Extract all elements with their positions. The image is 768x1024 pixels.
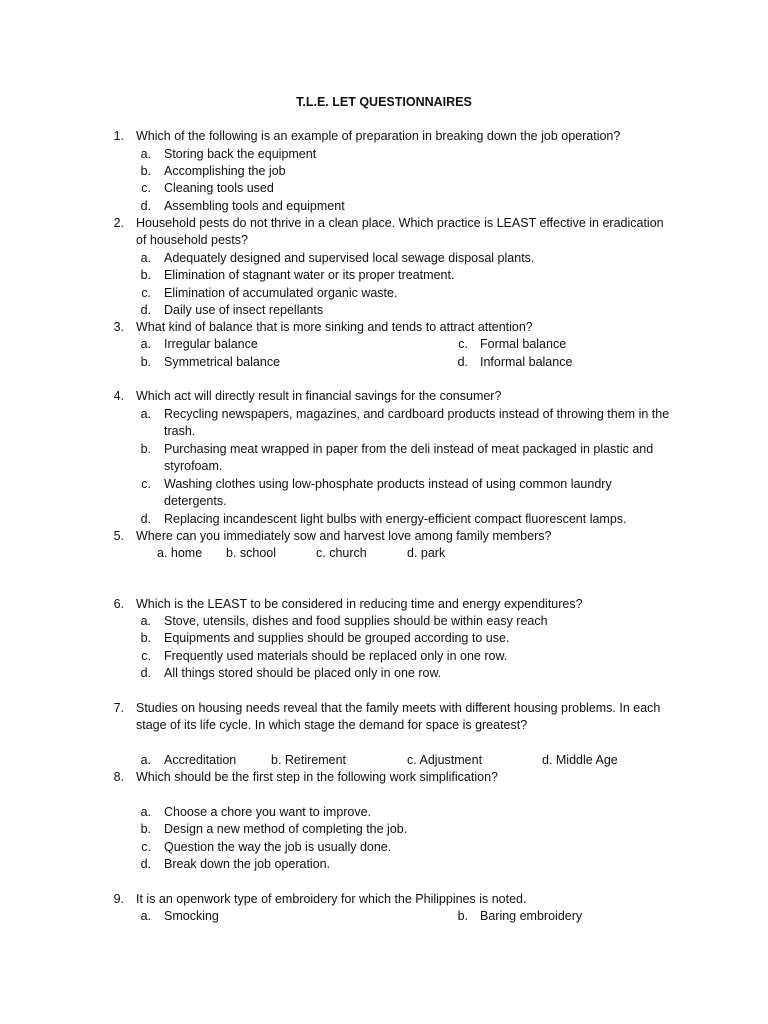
choice-letter: c. bbox=[141, 286, 151, 300]
choice-letter: d. bbox=[457, 355, 468, 369]
question-text: stage of its life cycle. In which stage the demand for space is greatest? bbox=[136, 718, 528, 732]
choice-letter: b. bbox=[140, 822, 151, 836]
question-text: of household pests? bbox=[136, 233, 248, 247]
question-number: 7. bbox=[113, 701, 124, 715]
choice-text: Frequently used materials should be replaced only in one row. bbox=[164, 649, 508, 663]
choice-text: All things stored should be placed only in one row. bbox=[164, 666, 442, 680]
choice-text: Smocking bbox=[164, 909, 219, 923]
choice-letter: a. bbox=[140, 753, 151, 767]
choice-letter: d. bbox=[140, 303, 151, 317]
question-text: Which is the LEAST to be considered in reducing time and energy expenditures? bbox=[136, 597, 583, 611]
document-title: T.L.E. LET QUESTIONNAIRES bbox=[296, 95, 472, 109]
question-text: Which act will directly result in financial savings for the consumer? bbox=[136, 389, 502, 403]
choice-letter: c. bbox=[141, 477, 151, 491]
choice-letter: a. bbox=[140, 909, 151, 923]
choice-text: b. school bbox=[226, 546, 277, 560]
question-number: 2. bbox=[113, 216, 124, 230]
choice-letter: a. bbox=[140, 407, 151, 421]
choice-letter: c. bbox=[458, 337, 468, 351]
choice-text: Irregular balance bbox=[164, 337, 258, 351]
choice-letter: b. bbox=[140, 631, 151, 645]
choice-text: Choose a chore you want to improve. bbox=[164, 805, 372, 819]
question-number: 8. bbox=[113, 770, 124, 784]
choice-text: Equipments and supplies should be grouped according to use. bbox=[164, 631, 510, 645]
choice-text: a. home bbox=[157, 546, 203, 560]
choice-text: detergents. bbox=[164, 494, 227, 508]
choice-letter: a. bbox=[140, 614, 151, 628]
choice-text: Symmetrical balance bbox=[164, 355, 281, 369]
question-number: 3. bbox=[113, 320, 124, 334]
question-number: 9. bbox=[113, 892, 124, 906]
question-text: Studies on housing needs reveal that the family meets with different housing problems. In each bbox=[136, 701, 661, 715]
choice-text: Design a new method of completing the job. bbox=[164, 822, 408, 836]
choice-letter: c. bbox=[141, 649, 151, 663]
choice-text: Accomplishing the job bbox=[164, 164, 286, 178]
choice-letter: a. bbox=[140, 337, 151, 351]
question-text: Household pests do not thrive in a clean place. Which practice is LEAST effective in eradication bbox=[136, 216, 664, 230]
choice-text: Cleaning tools used bbox=[164, 181, 274, 195]
choice-letter: c. bbox=[141, 840, 151, 854]
choice-text: c. church bbox=[316, 546, 367, 560]
choice-text: Daily use of insect repellants bbox=[164, 303, 324, 317]
choice-text: Formal balance bbox=[480, 337, 567, 351]
question-number: 4. bbox=[113, 389, 124, 403]
choice-text: b. Retirement bbox=[271, 753, 347, 767]
choice-letter: d. bbox=[140, 666, 151, 680]
choice-text: Baring embroidery bbox=[480, 909, 583, 923]
choice-letter: b. bbox=[140, 355, 151, 369]
choice-text: Adequately designed and supervised local sewage disposal plants. bbox=[164, 251, 535, 265]
question-number: 6. bbox=[113, 597, 124, 611]
choice-text: d. Middle Age bbox=[542, 753, 618, 767]
choice-text: c. Adjustment bbox=[407, 753, 483, 767]
choice-text: Assembling tools and equipment bbox=[164, 199, 345, 213]
choice-letter: d. bbox=[140, 857, 151, 871]
choice-text: Accreditation bbox=[164, 753, 237, 767]
question-text: What kind of balance that is more sinking and tends to attract attention? bbox=[136, 320, 533, 334]
choice-text: Purchasing meat wrapped in paper from the deli instead of meat packaged in plastic and bbox=[164, 442, 654, 456]
choice-text: Question the way the job is usually done. bbox=[164, 840, 392, 854]
choice-text: Elimination of stagnant water or its proper treatment. bbox=[164, 268, 455, 282]
choice-text: d. park bbox=[407, 546, 446, 560]
choice-letter: b. bbox=[140, 164, 151, 178]
choice-text: Recycling newspapers, magazines, and cardboard products instead of throwing them in the bbox=[164, 407, 670, 421]
choice-text: Elimination of accumulated organic waste. bbox=[164, 286, 398, 300]
question-number: 1. bbox=[113, 129, 124, 143]
question-text: Which of the following is an example of preparation in breaking down the job operation? bbox=[136, 129, 621, 143]
choice-text: styrofoam. bbox=[164, 459, 223, 473]
question-number: 5. bbox=[113, 529, 124, 543]
choice-letter: b. bbox=[140, 268, 151, 282]
choice-text: Storing back the equipment bbox=[164, 147, 317, 161]
choice-text: Replacing incandescent light bulbs with energy-efficient compact fluorescent lamps. bbox=[164, 512, 627, 526]
choice-letter: c. bbox=[141, 181, 151, 195]
choice-text: trash. bbox=[164, 424, 196, 438]
choice-text: Informal balance bbox=[480, 355, 573, 369]
choice-letter: d. bbox=[140, 199, 151, 213]
choice-letter: d. bbox=[140, 512, 151, 526]
choice-text: Break down the job operation. bbox=[164, 857, 331, 871]
question-text: Where can you immediately sow and harvest love among family members? bbox=[136, 529, 552, 543]
choice-letter: a. bbox=[140, 147, 151, 161]
choice-letter: a. bbox=[140, 805, 151, 819]
choice-letter: a. bbox=[140, 251, 151, 265]
question-text: Which should be the first step in the following work simplification? bbox=[136, 770, 498, 784]
choice-text: Washing clothes using low-phosphate products instead of using common laundry bbox=[164, 477, 612, 491]
question-text: It is an openwork type of embroidery for which the Philippines is noted. bbox=[136, 892, 527, 906]
choice-letter: b. bbox=[457, 909, 468, 923]
choice-text: Stove, utensils, dishes and food supplies should be within easy reach bbox=[164, 614, 548, 628]
choice-letter: b. bbox=[140, 442, 151, 456]
